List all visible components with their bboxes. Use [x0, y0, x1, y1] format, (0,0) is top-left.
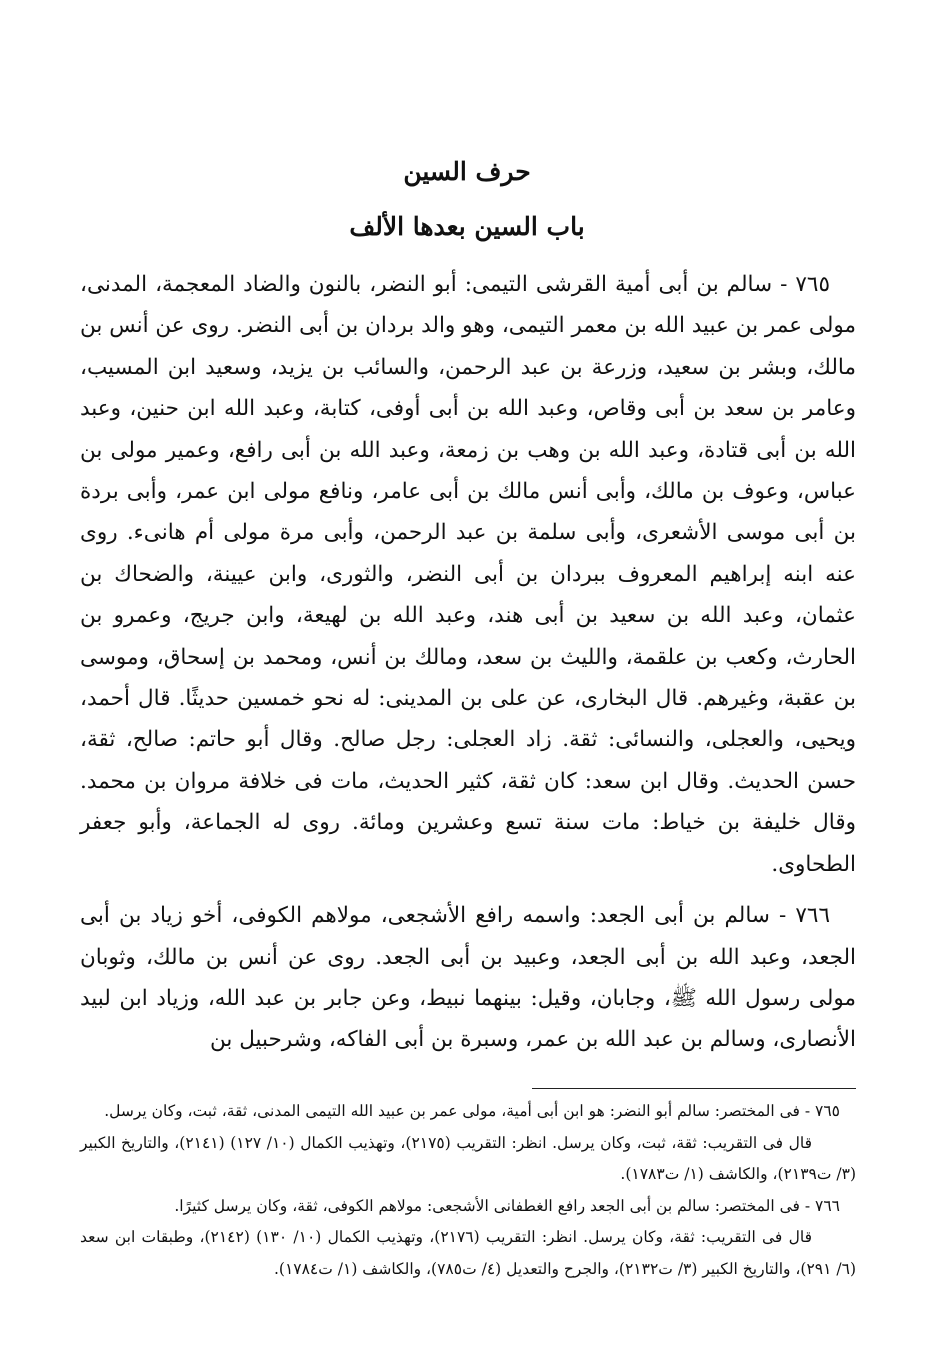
entry-dash: - [772, 272, 796, 297]
chapter-title: حرف السين [403, 157, 531, 186]
footnote-number: ٧٦٥ [815, 1102, 840, 1120]
main-text [80, 264, 856, 1061]
footnote-continuation: قال فى التقريب: ثقة، وكان يرسل. انظر: التقريب (٢١٧٦)، وتهذيب الكمال (١٠/ ١٣٠) (٢١٤٢)، وطبقات ابن سعد (٦/ ٢٩١)، والتاريخ الكبير (٣/ ت٢١٣٢)، والجرح والتعديل (٤/ ت٧٨٥)، والكاشف (١/ ت١٧٨٤). [80, 1228, 856, 1278]
biography-entry [80, 264, 856, 885]
footnote-continuation: قال فى التقريب: ثقة، ثبت، وكان يرسل. انظر: التقريب (٢١٧٥)، وتهذيب الكمال (١٠/ ١٢٧) (٢١٤١)، والتاريخ الكبير (٣/ ت٢١٣٩)، والكاشف (١/ ت١٧٨٣). [80, 1133, 856, 1183]
footnote-number: ٧٦٦ [815, 1196, 840, 1215]
footnote-text: فى المختصر: سالم بن أبى الجعد رافع الغطفانى الأشجعى: مولاهم الكوفى، ثقة، وكان يرسل كثيرًا. [174, 1196, 800, 1215]
entry-dash: - [769, 903, 796, 929]
entry-text: سالم بن أبى أمية القرشى التيمى: أبو النضر، بالنون والضاد المعجمة، المدنى، مولى عمر بن عبيد الله بن معمر التيمى، وهو والد بردان بن أبى النضر. روى عن أنس بن مالك، وبشر بن سعيد، وزرعة بن عبد الرحمن، والسائب بن يزيد، وسعيد ابن المسيب، وعامر بن سعد بن أبى وقاص، وعبد الله بن أبى أوفى، كتابة، وعبد الله ابن حنين، وعبد الله بن أبى قتادة، وعبد الله بن وهب بن زمعة، وعبد الله بن أبى رافع، وعمير مولى بن عباس، وعوف بن مالك، وأبى أنس مالك بن أبى عامر، ونافع مولى ابن عمر، وأبى بردة بن أبى موسى الأشعرى، وأبى سلمة بن عبد الرحمن، وأبى مرة مولى أم هانىء. روى عنه ابنه إبراهيم المعروف ببردان بن أبى النضر، والثورى، وابن عيينة، والضحاك بن عثمان، وعبد الله بن سعيد بن أبى هند، وعبد الله بن لهيعة، وابن جريج، وعمرو بن الحارث، وكعب بن علقمة، والليث بن سعد، ومالك بن أنس، ومحمد بن إسحاق، وموسى بن عقبة، وغيرهم. قال البخارى، عن على بن المدينى: له نحو خمسين حديثًا. قال أحمد، ويحيى، والعجلى، والنسائى: ثقة. زاد العجلى: رجل صالح. وقال أبو حاتم: صالح، ثقة، حسن الحديث. وقال ابن سعد: كان ثقة، كثير الحديث، مات فى خلافة مروان بن محمد. وقال خليفة بن خياط: مات سنة تسع وعشرين ومائة. روى له الجماعة، وأبو جعفر الطحاوى. [80, 272, 856, 877]
footnote-text: فى المختصر: سالم أبو النضر: هو ابن أبى أمية، مولى عمر بن عبيد الله التيمى المدنى، ثقة، ثبت، وكان يرسل. [104, 1102, 800, 1120]
footnote-dash: - [799, 1102, 816, 1120]
entry-text: سالم بن أبى الجعد: واسمه رافع الأشجعى، مولاهم الكوفى، أخو زياد بن أبى الجعد، وعبد الله بن أبى الجعد، وعبيد بن أبى الجعد. روى عن أنس بن مالك، وثوبان مولى رسول الله ﷺ، وجابان، وقيل: بينهما نبيط، وعن جابر بن عبد الله، وزياد ابن لبيد الأنصارى، وسالم بن عبد الله بن عمر، وسبرة بن أبى الفاكه، وشرحبيل بن [80, 903, 856, 1053]
section-title: باب السين بعدها الألف [349, 212, 585, 241]
entry-number: ٧٦٥ [795, 272, 830, 297]
footnote-separator [532, 1088, 856, 1089]
footnote [80, 1191, 856, 1223]
biography-entry [80, 895, 856, 1061]
footnotes [80, 1096, 856, 1285]
footnote [80, 1096, 856, 1128]
footnote-dash: - [799, 1196, 816, 1215]
entry-number: ٧٦٦ [795, 903, 830, 929]
